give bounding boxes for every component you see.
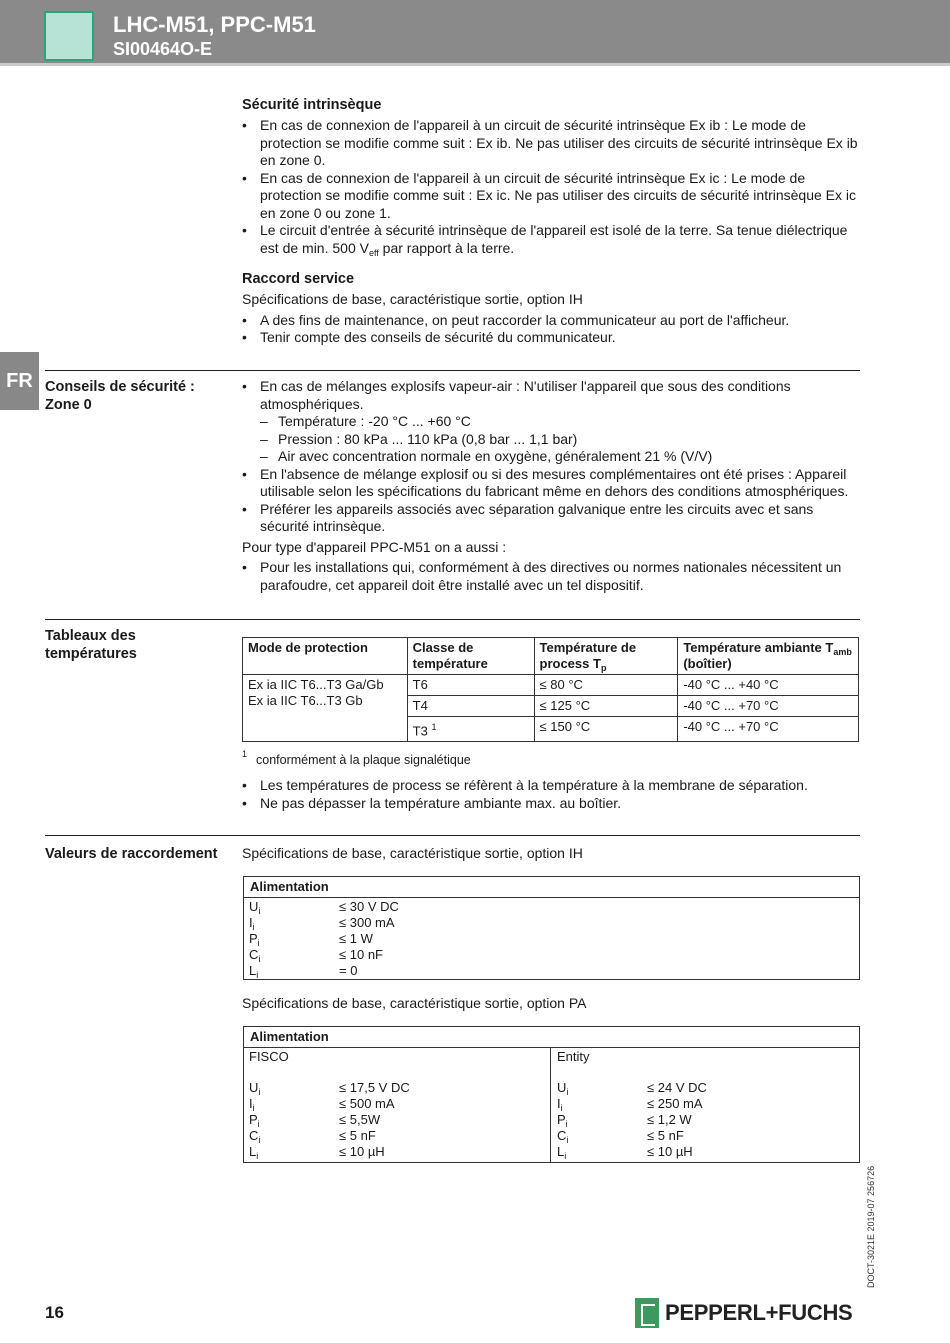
column-header: Classe de température bbox=[407, 638, 534, 675]
table-cell: -40 °C ... +40 °C bbox=[678, 675, 859, 696]
cell-text: T3 bbox=[412, 723, 428, 739]
sub-list-item: – Air avec concentration normale en oxygène, généralement 21 % (V/V) bbox=[260, 448, 862, 466]
page-number: 16 bbox=[45, 1303, 64, 1322]
value-row bbox=[249, 1128, 545, 1144]
value-row bbox=[249, 1144, 545, 1160]
value-row bbox=[249, 899, 854, 915]
param-symbol: I bbox=[557, 1096, 561, 1111]
divider bbox=[45, 835, 860, 836]
param-subscript: i bbox=[566, 1087, 569, 1097]
value-row bbox=[557, 1144, 853, 1160]
table-cell: -40 °C ... +70 °C bbox=[678, 696, 859, 717]
side-label-line: Tableaux des bbox=[45, 628, 136, 644]
protection-mode-cell bbox=[243, 675, 408, 742]
param-value: ≤ 5 nF bbox=[647, 1128, 684, 1143]
list-item: • En cas de connexion de l'appareil à un circuit de sécurité intrinsèque Ex ic : Le mode de protection se modifie comme suit : Ex ic. Ne pas utiliser des circuits de sécurité intrinsèque Ex ic en zone 0 ou zone 1. bbox=[242, 170, 862, 223]
param-subscript: i bbox=[258, 954, 261, 964]
side-label-line: Conseils de sécurité : bbox=[45, 379, 195, 395]
param-value: ≤ 5 nF bbox=[339, 1128, 376, 1143]
param-value: ≤ 500 mA bbox=[339, 1096, 395, 1111]
item-text: Le circuit d'entrée à sécurité intrinsèque de l'appareil est isolé de la terre. Sa tenue diélectrique est de min. 500 V bbox=[260, 222, 848, 256]
section-service-port bbox=[242, 270, 862, 347]
value-row bbox=[249, 931, 854, 947]
table-footnote bbox=[242, 751, 471, 767]
header-band bbox=[0, 63, 950, 66]
param-symbol: P bbox=[557, 1112, 566, 1127]
list-item: • En cas de connexion de l'appareil à un circuit de sécurité intrinsèque Ex ib : Le mode de protection se modifie comme suit : Ex ib. Ne pas utiliser des circuits de sécurité intrinsèque Ex ib en zone 0. bbox=[242, 117, 862, 170]
brand-name: PEPPERL+FUCHS bbox=[665, 1300, 853, 1325]
table-cell: ≤ 80 °C bbox=[534, 675, 678, 696]
protection-mode: Ex ia IIC T6...T3 Ga/Gb bbox=[248, 677, 384, 692]
temperature-notes-list bbox=[242, 777, 862, 812]
header-subscript: p bbox=[600, 663, 607, 673]
param-symbol: L bbox=[249, 963, 257, 978]
value-row bbox=[249, 1112, 545, 1128]
divider bbox=[45, 619, 860, 620]
language-tab: FR bbox=[0, 352, 39, 410]
list-item: • A des fins de maintenance, on peut raccorder la communicateur au port de l'afficheur. bbox=[242, 312, 862, 330]
param-value: ≤ 17,5 V DC bbox=[339, 1080, 410, 1095]
param-value: ≤ 5,5W bbox=[339, 1112, 381, 1127]
table-cell: T4 bbox=[407, 696, 534, 717]
param-symbol: P bbox=[249, 931, 258, 946]
list-item: • Tenir compte des conseils de sécurité du communicateur. bbox=[242, 329, 862, 347]
item-text: En cas de mélanges explosifs vapeur-air : N'utiliser l'appareil que sous des conditions atmosphériques. bbox=[260, 378, 791, 412]
ih-spec-line: Spécifications de base, caractéristique sortie, option IH bbox=[242, 845, 583, 861]
pa-spec-line: Spécifications de base, caractéristique sortie, option PA bbox=[242, 995, 587, 1011]
param-value: ≤ 10 µH bbox=[647, 1144, 693, 1159]
param-subscript: i bbox=[565, 1119, 568, 1129]
table-cell: ≤ 125 °C bbox=[534, 696, 678, 717]
document-code: SI00464O-E bbox=[113, 39, 213, 59]
fisco-label: FISCO bbox=[249, 1049, 289, 1064]
param-symbol: L bbox=[557, 1144, 565, 1159]
param-symbol: U bbox=[249, 1080, 259, 1095]
param-subscript: i bbox=[566, 1135, 569, 1145]
pepperl-fuchs-logo-icon bbox=[635, 1298, 659, 1328]
item-subscript: eff bbox=[368, 247, 379, 258]
value-row bbox=[557, 1128, 853, 1144]
service-heading: Raccord service bbox=[242, 271, 355, 287]
param-subscript: i bbox=[252, 922, 255, 932]
list-item: • Les températures de process se réfèrent à la température à la membrane de séparation. bbox=[242, 777, 862, 795]
value-row bbox=[557, 1112, 853, 1128]
pa-columns bbox=[244, 1048, 859, 1163]
fisco-column bbox=[244, 1048, 551, 1163]
value-row bbox=[249, 1080, 545, 1096]
entity-column bbox=[551, 1048, 859, 1163]
header-logo-square bbox=[44, 11, 94, 61]
temperature-table bbox=[242, 637, 859, 742]
table-cell bbox=[407, 717, 534, 742]
box-title: Alimentation bbox=[244, 1027, 859, 1048]
header-text: Température de process T bbox=[539, 640, 637, 671]
box-title: Alimentation bbox=[244, 877, 859, 898]
safety-list bbox=[242, 378, 862, 536]
param-symbol: U bbox=[249, 899, 259, 914]
pa-values-box bbox=[243, 1026, 860, 1163]
column-header: Mode de protection bbox=[243, 638, 408, 675]
protection-mode: Ex ia IIC T6...T3 Gb bbox=[248, 693, 363, 708]
connection-side-label: Valeurs de raccordement bbox=[45, 846, 218, 862]
safety-side-label bbox=[45, 378, 195, 414]
header-text: Température ambiante T bbox=[683, 640, 834, 655]
value-row bbox=[249, 963, 854, 979]
section-intrinsic-safety bbox=[242, 96, 862, 257]
temperature-side-label bbox=[45, 627, 137, 663]
param-subscript: i bbox=[258, 906, 261, 916]
service-list bbox=[242, 312, 862, 347]
intrinsic-list bbox=[242, 117, 862, 257]
footnote-mark: 1 bbox=[242, 749, 248, 759]
param-subscript: i bbox=[252, 1103, 255, 1113]
param-value: ≤ 10 µH bbox=[339, 1144, 385, 1159]
sub-list-item: – Température : -20 °C ... +60 °C bbox=[260, 413, 862, 431]
list-item: • Préférer les appareils associés avec séparation galvanique entre les circuits avec et sans sécurité intrinsèque. bbox=[242, 501, 862, 536]
param-value: ≤ 300 mA bbox=[339, 915, 395, 930]
param-subscript: i bbox=[564, 1151, 567, 1161]
item-text: par rapport à la terre. bbox=[378, 239, 515, 256]
param-value: ≤ 24 V DC bbox=[647, 1080, 707, 1095]
param-symbol: L bbox=[249, 1144, 257, 1159]
param-value: ≤ 1,2 W bbox=[647, 1112, 692, 1127]
value-row bbox=[249, 915, 854, 931]
param-value: = 0 bbox=[339, 963, 358, 978]
param-value: ≤ 10 nF bbox=[339, 947, 383, 962]
value-row bbox=[249, 1096, 545, 1112]
param-symbol: I bbox=[249, 915, 253, 930]
param-subscript: i bbox=[257, 938, 260, 948]
list-item: • En l'absence de mélange explosif ou si des mesures complémentaires ont été prises : Appareil utilisable selon les spécifications du fabricant même en dehors des conditions atmosphériques. bbox=[242, 466, 862, 501]
list-item: • Pour les installations qui, conformément à des directives ou normes nationales nécessitent un parafoudre, cet appareil doit être installé avec un tel dispositif. bbox=[242, 559, 862, 594]
column-header bbox=[678, 638, 859, 675]
conditions-list bbox=[242, 413, 862, 466]
ih-values-box bbox=[243, 876, 860, 980]
list-item bbox=[242, 222, 862, 257]
param-symbol: C bbox=[557, 1128, 567, 1143]
param-subscript: i bbox=[560, 1103, 563, 1113]
document-reference-code bbox=[864, 1138, 878, 1288]
table-cell: T6 bbox=[407, 675, 534, 696]
param-symbol: U bbox=[557, 1080, 567, 1095]
side-label-line: températures bbox=[45, 646, 137, 662]
param-subscript: i bbox=[256, 1151, 259, 1161]
param-symbol: I bbox=[249, 1096, 253, 1111]
value-row bbox=[249, 947, 854, 963]
value-row bbox=[557, 1080, 853, 1096]
brand-logo bbox=[635, 1298, 852, 1328]
table-cell: -40 °C ... +70 °C bbox=[678, 717, 859, 742]
divider bbox=[45, 370, 860, 371]
intrinsic-heading: Sécurité intrinsèque bbox=[242, 97, 382, 113]
values-list bbox=[244, 898, 859, 980]
param-subscript: i bbox=[256, 970, 259, 980]
param-subscript: i bbox=[258, 1087, 261, 1097]
footnote-text: conformément à la plaque signalétique bbox=[256, 753, 471, 768]
side-label-line: Zone 0 bbox=[45, 397, 92, 413]
list-item bbox=[242, 378, 862, 466]
column-header bbox=[534, 638, 678, 675]
param-subscript: i bbox=[257, 1119, 260, 1129]
table-cell: ≤ 150 °C bbox=[534, 717, 678, 742]
param-symbol: C bbox=[249, 947, 259, 962]
doc-code-text: DOCT-3021E 2019-07 256726 bbox=[866, 1165, 876, 1288]
document-title: LHC-M51, PPC-M51 bbox=[113, 12, 316, 37]
footnote-ref: 1 bbox=[431, 722, 437, 732]
param-value: ≤ 30 V DC bbox=[339, 899, 399, 914]
header-text: (boîtier) bbox=[683, 656, 732, 671]
ppc-list bbox=[242, 559, 862, 594]
entity-label: Entity bbox=[557, 1049, 590, 1064]
param-value: ≤ 1 W bbox=[339, 931, 373, 946]
page-header bbox=[0, 0, 950, 63]
param-value: ≤ 250 mA bbox=[647, 1096, 703, 1111]
sub-list-item: – Pression : 80 kPa ... 110 kPa (0,8 bar ... 1,1 bar) bbox=[260, 431, 862, 449]
value-row bbox=[557, 1096, 853, 1112]
table-header-row bbox=[243, 638, 859, 675]
param-subscript: i bbox=[258, 1135, 261, 1145]
param-symbol: P bbox=[249, 1112, 258, 1127]
table-row bbox=[243, 675, 859, 696]
list-item: • Ne pas dépasser la température ambiante max. au boîtier. bbox=[242, 795, 862, 813]
param-symbol: C bbox=[249, 1128, 259, 1143]
service-spec-line: Spécifications de base, caractéristique sortie, option IH bbox=[242, 291, 583, 307]
section-safety-zone0 bbox=[242, 378, 862, 594]
header-subscript: amb bbox=[833, 647, 852, 657]
ppc-line: Pour type d'appareil PPC-M51 on a aussi : bbox=[242, 538, 507, 555]
